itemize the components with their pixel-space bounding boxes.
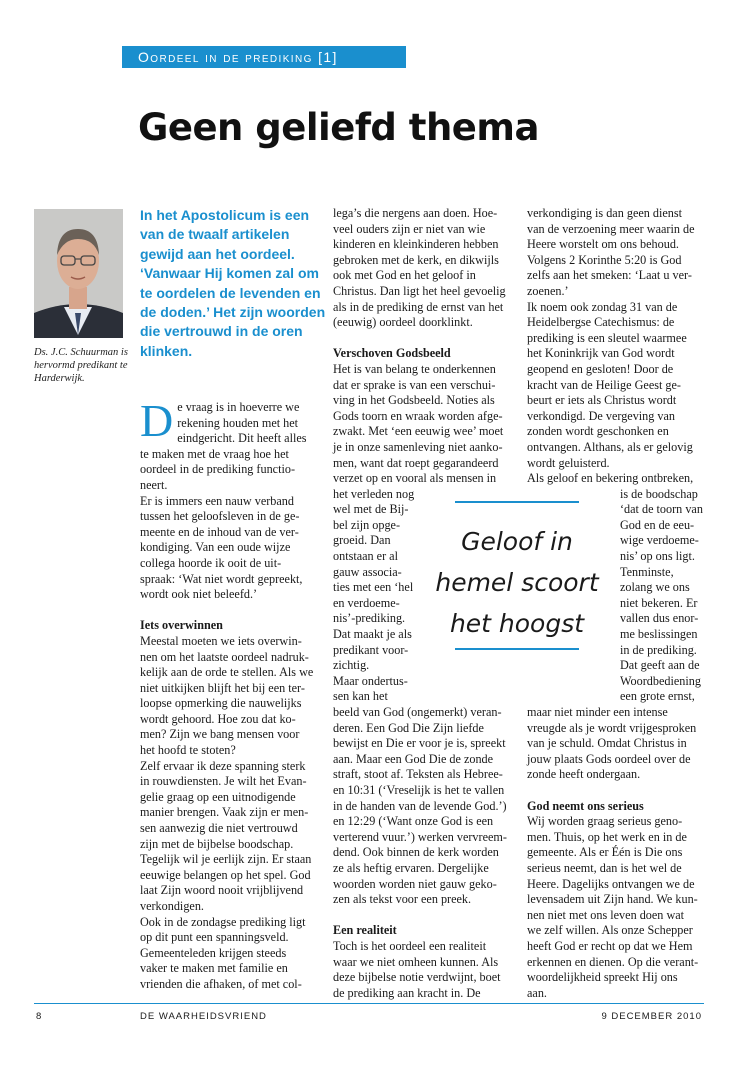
body-line: in de handen van de levende God.’): [333, 798, 507, 813]
caption-line: hervormd predikant te: [34, 360, 128, 371]
body-line: is de boodschap: [620, 486, 698, 501]
body-line: zolang we ons: [620, 580, 690, 595]
body-line: neert.: [140, 477, 168, 492]
body-line: Gemeenteleden krijgen steeds: [140, 945, 287, 960]
intro-line: te oordelen de levenden en: [140, 284, 321, 301]
body-line: Tegelijk wil je eerlijk zijn. Er staan: [140, 852, 312, 867]
body-line: wordt gehoord. Hoe zou dat ko-: [140, 711, 296, 726]
drop-cap: D: [140, 400, 174, 446]
body-line: niet uitkijken blijft het bij een ter-: [140, 680, 305, 695]
body-line: ze als heftig ervaren. Dergelijke: [333, 860, 489, 875]
intro-line: van de twaalf artikelen: [140, 226, 290, 243]
body-line: ‘dat de toorn van: [620, 502, 703, 517]
body-line: gebroken met de kerk, en dikwijls: [333, 252, 499, 267]
intro-line: In het Apostolicum is een: [140, 207, 310, 223]
body-line: ving in het Godsbeeld. Noties als: [333, 393, 495, 408]
body-line: maar niet minder een intense: [527, 705, 668, 719]
body-line: loopse opmerking die nauwelijks: [140, 696, 302, 711]
body-line: men. Thuis, op het werk en in de: [527, 829, 687, 844]
body-line: het verleden nog: [333, 486, 415, 501]
body-line: Gods toorn en wraak worden afge-: [333, 408, 503, 423]
body-line: aan.: [527, 985, 547, 1000]
body-line: prediking is een sleutel waarmee: [527, 330, 687, 345]
body-line: tussen het geloofsleven in de ge-: [140, 509, 300, 524]
body-line: laat Zijn woord nooit vrijblijvend: [140, 883, 304, 898]
intro-line: gewijd aan het oordeel.: [140, 245, 295, 262]
body-line: deze bijbelse notie verdwijnt, boet: [333, 970, 501, 985]
body-line: predikant voor-: [333, 642, 409, 657]
body-line: levensadem uit Zijn hand. We kun-: [527, 892, 698, 907]
body-line: zichtig.: [333, 658, 370, 673]
body-line: dat er sprake is van een verschui-: [333, 377, 496, 392]
body-line: deren. Een God Die Zijn liefde: [333, 720, 484, 735]
body-line: jouw plaats Gods oordeel over de: [527, 751, 691, 766]
body-line: vreugde als je wordt vrijgesproken: [527, 720, 697, 735]
body-line: (eeuwig) oordeel doorklinkt.: [333, 315, 473, 330]
body-line: eeuwige belangen op het spel. God: [140, 867, 311, 882]
body-line: zelfs aan het smeken: ‘Laat u ver-: [527, 268, 692, 283]
body-line: manier brengen. Vaak zijn er men-: [140, 805, 309, 820]
body-line: vrienden die afhaken, of met col-: [140, 976, 302, 991]
footer-rule: [34, 1003, 704, 1004]
page-number: 8: [36, 1011, 43, 1022]
body-line: zonden wordt geschonken en: [527, 424, 669, 439]
body-line: zwakt. Met ‘een eeuwig wee’ moet: [333, 424, 504, 439]
body-line: van de verzoening meer waarin de: [527, 221, 695, 236]
caption-line: Ds. J.C. Schuurman is: [34, 347, 128, 358]
section-heading: God neemt ons serieus: [527, 798, 644, 813]
body-line: waar we niet omheen kunnen. Als: [333, 954, 499, 969]
body-line: beeld van God (ongemerkt) veran-: [333, 705, 502, 719]
body-line: kinderen en kleinkinderen hebben: [333, 237, 499, 252]
body-line: veel ouders zijn er niet van wie: [333, 221, 486, 236]
photo-caption: [34, 346, 130, 385]
body-line: me beslissingen: [620, 627, 698, 642]
body-line: verkondigen.: [140, 899, 204, 913]
body-line: men? Zijn we bang mensen voor: [140, 727, 300, 742]
body-line: je in onze samenleving niet aanko-: [333, 439, 503, 454]
body-line: nen om het laatste oordeel nadruk-: [140, 649, 309, 664]
body-line: ontvangen. Althans, als er gelovig: [527, 439, 693, 454]
intro-paragraph: [140, 206, 324, 361]
body-line: ook met God en het geloof in: [333, 268, 476, 283]
body-line: Heere worstelt om ons behoud.: [527, 237, 679, 252]
body-line: Zelf ervaar ik deze spanning sterk: [140, 758, 306, 773]
body-line: te maken met de vraag hoe het: [140, 446, 289, 461]
caption-line: Harderwijk.: [34, 373, 85, 384]
body-line: in rouwdiensten. Je wilt het Evan-: [140, 774, 307, 789]
body-line: gemeente. Als er Één is Die ons: [527, 845, 683, 860]
body-line: nis’ op ons ligt.: [620, 549, 695, 564]
body-line: ontstaan er al: [333, 549, 398, 564]
body-line: vallen dus enor-: [620, 611, 699, 626]
body-line: woorden worden niet gauw geko-: [333, 876, 497, 891]
body-line: nis’-prediking.: [333, 611, 406, 626]
pull-quote: [432, 521, 602, 644]
body-line: kondiging. Van een oude wijze: [140, 540, 291, 555]
body-line: het hoofd te stoten?: [140, 743, 236, 758]
body-line: wel met de Bij-: [333, 502, 409, 517]
body-line: Tenminste,: [620, 564, 674, 579]
author-photo: [34, 209, 123, 338]
body-line: Dat maakt je als: [333, 627, 412, 642]
body-line: Woordbediening: [620, 673, 701, 688]
intro-line: de doden.’ Het zijn woorden: [140, 304, 326, 321]
body-line: Dat geeft aan de: [620, 658, 700, 673]
body-line: woordelijkheid spreekt Hij ons: [527, 970, 678, 985]
body-line: sen aanwezig die niet vertrouwd: [140, 821, 298, 836]
body-line: spraak: ‘Wat niet wordt gepreekt,: [140, 571, 303, 586]
body-line: verzet op en vooral als mensen in: [333, 471, 497, 486]
body-line: Volgens 2 Korinthe 5:20 is God: [527, 252, 682, 267]
publication-name: DE WAARHEIDSVRIEND: [140, 1011, 267, 1022]
body-line: kelijk aan de orde te stellen. Als we: [140, 665, 314, 680]
body-line: Er is immers een nauw verband: [140, 493, 294, 508]
section-heading: Verschoven Godsbeeld: [333, 346, 451, 361]
issue-date: 9 DECEMBER 2010: [601, 1011, 702, 1022]
article-title: Geen geliefd thema: [138, 106, 539, 149]
body-line: Heidelbergse Catechismus: de: [527, 315, 675, 330]
body-line: we zelf willen. Als onze Schepper: [527, 923, 693, 938]
body-line: bel zijn opge-: [333, 517, 401, 532]
body-line: ties met een ‘hel: [333, 580, 414, 595]
body-line: eindgericht. Dit heeft alles: [177, 431, 307, 446]
body-line: nen niet met ons leven doen wat: [527, 907, 685, 922]
body-line: zen als tekst voor een preek.: [333, 892, 472, 907]
body-line: wordt ook niet beleefd.’: [140, 587, 258, 602]
body-line: Meestal moeten we iets overwin-: [140, 633, 302, 648]
body-line: Maar ondertus-: [333, 673, 408, 688]
body-line: erkennen en dienen. Op die verant-: [527, 954, 699, 969]
body-line: het Koninkrijk van God wordt: [527, 346, 675, 361]
body-line: Het is van belang te onderkennen: [333, 361, 496, 376]
series-label: Oordeel in de prediking [1]: [122, 46, 406, 68]
body-line: niet bekeren. Er: [620, 595, 698, 610]
body-line: op dit punt een spanningsveld.: [140, 930, 289, 945]
body-line: collega hoorde ik ooit de uit-: [140, 555, 282, 570]
intro-line: klinken.: [140, 342, 193, 359]
body-line: en verdoeme-: [333, 595, 400, 610]
body-line: sen kan het: [333, 689, 388, 704]
body-line: groeid. Dan: [333, 533, 391, 548]
body-line: verkondiging is dan geen dienst: [527, 206, 683, 220]
intro-line: ‘Vanwaar Hij komen zal om: [140, 265, 319, 282]
pull-quote-line: hemel scoort: [435, 568, 599, 597]
body-line: God en de eeu-: [620, 517, 695, 532]
intro-line: die vertrouwd in de oren: [140, 323, 303, 340]
body-line: gauw associa-: [333, 564, 402, 579]
body-line: kracht van de Heilige Geest ge-: [527, 377, 681, 392]
body-line: vaker te maken met familie en: [140, 961, 288, 976]
body-line: Ik noem ook zondag 31 van de: [527, 299, 678, 314]
body-line: Christus. Dan ligt het heel gevoelig: [333, 283, 506, 298]
quote-rule-bottom: [455, 648, 579, 650]
body-line: Ook in de zondagse prediking ligt: [140, 914, 306, 929]
body-line: beurt er iets als Christus wordt: [527, 393, 677, 408]
body-line: zijn met de bijbelse boodschap.: [140, 836, 294, 851]
body-line: verkondigd. De vergeving van: [527, 408, 676, 423]
body-line: zonde heeft ondergaan.: [527, 767, 641, 782]
body-line: e vraag is in hoeverre we: [177, 400, 300, 414]
body-line: Toch is het oordeel een realiteit: [333, 938, 487, 953]
body-line: meente en de inhoud van de ver-: [140, 524, 299, 539]
body-line: als in de prediking de ernst van het: [333, 299, 504, 314]
body-line: heeft God er recht op dat we Hem: [527, 938, 693, 953]
section-heading: Iets overwinnen: [140, 618, 223, 633]
pull-quote-line: Geloof in: [461, 527, 573, 556]
body-line: Als geloof en bekering ontbreken,: [527, 471, 694, 486]
body-line: lega’s die nergens aan doen. Hoe-: [333, 206, 498, 220]
body-line: gelie graag op een uitnodigende: [140, 789, 296, 804]
body-line: een grote ernst,: [620, 689, 695, 704]
quote-rule-top: [455, 501, 579, 503]
body-line: de prediking aan kracht in. De: [333, 985, 481, 1000]
body-line: verterend vuur.’) werken vervreem-: [333, 829, 507, 844]
section-heading: Een realiteit: [333, 923, 397, 938]
body-line: Wij worden graag serieus geno-: [527, 814, 683, 829]
body-line: aan. Maar een God Die de zonde: [333, 751, 494, 766]
body-line: van je schuld. Omdat Christus in: [527, 736, 687, 751]
body-line: rekening houden met het: [177, 415, 299, 430]
pull-quote-line: het hoogst: [449, 609, 585, 638]
body-line: straft, stoot af. Teksten als Hebree-: [333, 767, 503, 782]
column-1: [140, 400, 324, 993]
body-line: Heere. Dagelijks ontvangen we de: [527, 876, 695, 891]
body-line: in de prediking.: [620, 642, 697, 657]
body-line: serieus neemt, dan is het wel de: [527, 860, 682, 875]
body-line: en 12:29 (‘Want onze God is een: [333, 814, 494, 829]
body-line: men, want dat roept gegarandeerd: [333, 455, 499, 470]
body-line: zoenen.’: [527, 283, 569, 298]
body-line: bewijst en Die er voor je is, spreekt: [333, 736, 506, 751]
body-line: wige verdoeme-: [620, 533, 699, 548]
body-line: wordt geluisterd.: [527, 455, 610, 470]
body-line: dend. Ook binnen de kerk worden: [333, 845, 499, 860]
body-line: oordeel in de prediking functio-: [140, 462, 296, 477]
body-line: en 10:31 (‘Vreselijk is het te vallen: [333, 782, 505, 797]
body-line: geopend en gesloten! Door de: [527, 361, 674, 376]
